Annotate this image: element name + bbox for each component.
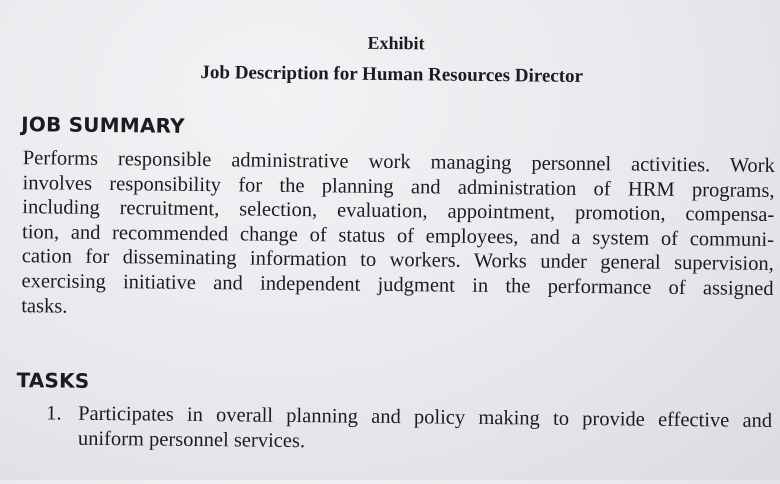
- job-summary-line: including recruitment, selection, evaluation, appointment, promotion, compensa-: [22, 196, 775, 227]
- job-summary-line: exercising initiative and independent judgment in the performance of assigned: [21, 270, 774, 300]
- document-title: Job Description for Human Resources Director: [200, 62, 584, 88]
- job-summary-line: tasks.: [21, 294, 68, 318]
- job-summary-line: cation for disseminating information to workers. Works under general supervision,: [21, 245, 774, 276]
- job-summary-paragraph: [21, 146, 775, 326]
- task-text-line: uniform personnel services.: [77, 427, 306, 453]
- task-list: [46, 401, 772, 459]
- job-summary-heading: JOB SUMMARY: [21, 112, 185, 138]
- job-summary-line: involves responsibility for the planning and administration of HRM programs,: [22, 171, 775, 202]
- job-summary-line: Performs responsible administrative work managing personnel activities. Work: [22, 147, 775, 178]
- job-summary-line: tion, and recommended change of status of employees, and a system of communi-: [21, 220, 775, 251]
- tasks-heading: TASKS: [16, 368, 90, 393]
- exhibit-label: Exhibit: [367, 32, 425, 54]
- task-text: [78, 402, 772, 459]
- task-text-line: Participates in overall planning and policy making to provide effective and: [78, 402, 773, 433]
- task-item: [46, 401, 772, 459]
- task-number: 1.: [46, 402, 62, 425]
